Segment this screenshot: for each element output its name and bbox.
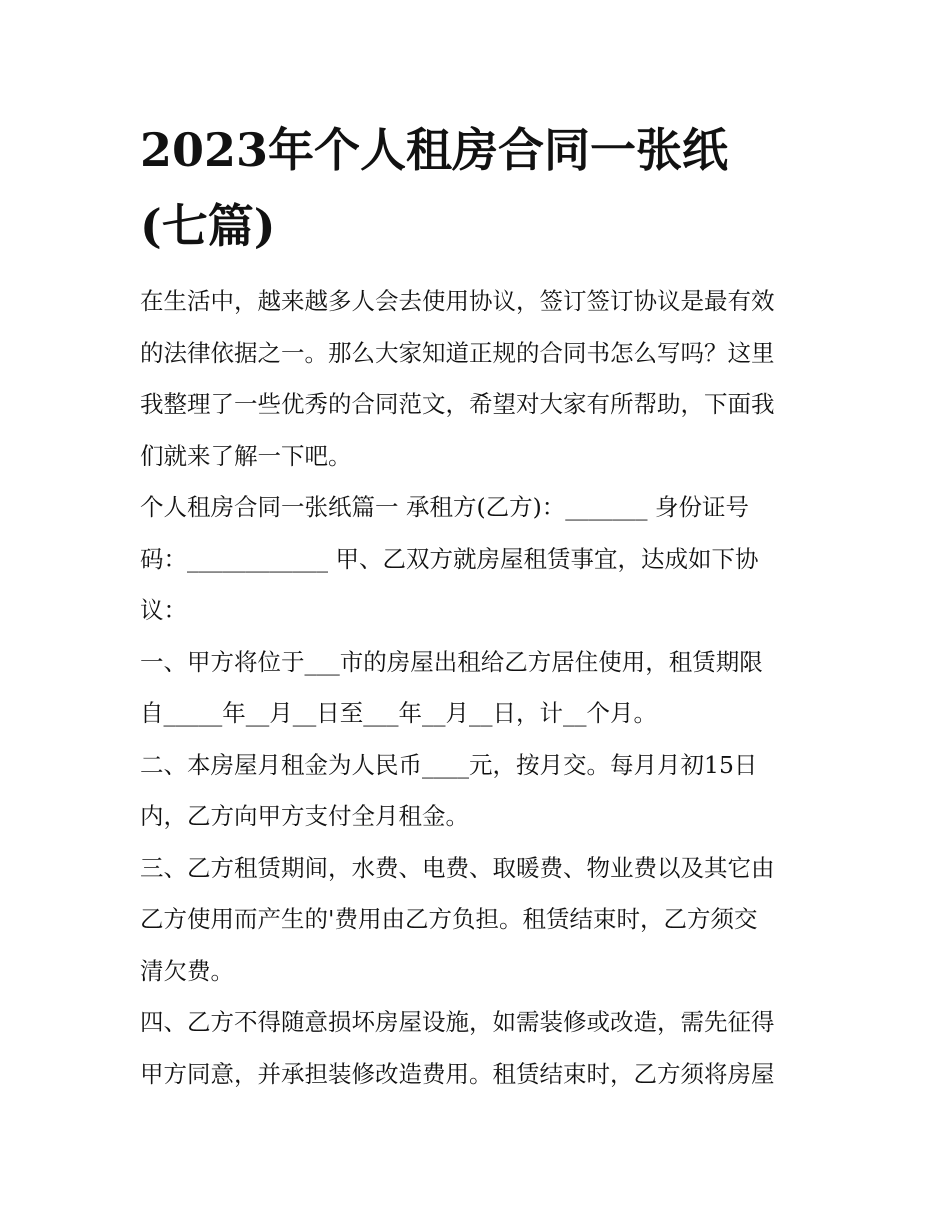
document-body (140, 276, 820, 1100)
text-line: 的法律依据之一。那么大家知道正规的合同书怎么写吗？这里 (140, 338, 775, 367)
text-line: 一、甲方将位于___市的房屋出租给乙方居住使用，租赁期限 (140, 647, 763, 676)
title-line: 2023年个人租房合同一张纸 (140, 123, 729, 177)
clause-3 (140, 843, 820, 998)
text-line: 个人租房合同一张纸篇一 承租方(乙方)：_______ 身份证号 (140, 493, 750, 521)
text-line: 内，乙方向甲方支付全月租金。 (140, 802, 469, 830)
text-line: 议： (140, 596, 187, 624)
text-line: 清欠费。 (140, 956, 234, 985)
contract-heading-paragraph (140, 482, 820, 637)
text-line: 二、本房屋月租金为人民币____元，按月交。每月月初15日 (140, 750, 758, 779)
text-line: 三、乙方租赁期间，水费、电费、取暖费、物业费以及其它由 (140, 853, 775, 882)
text-line: 四、乙方不得随意损坏房屋设施，如需装修或改造，需先征得 (140, 1008, 775, 1036)
text-line: 乙方使用而产生的'费用由乙方负担。租赁结束时，乙方须交 (140, 905, 758, 933)
clause-4 (140, 997, 820, 1100)
text-line: 在生活中，越来越多人会去使用协议，签订签订协议是最有效 (140, 287, 775, 315)
clause-1 (140, 637, 820, 740)
clause-2 (140, 740, 820, 843)
text-line: 自_____年__月__日至___年__月__日，计__个月。 (140, 699, 657, 727)
text-line: 甲方同意，并承担装修改造费用。租赁结束时，乙方须将房屋 (140, 1059, 775, 1088)
text-line: 我整理了一些优秀的合同范文，希望对大家有所帮助，下面我 (140, 390, 775, 418)
document-title (140, 112, 820, 264)
intro-paragraph (140, 276, 820, 482)
text-line: 们就来了解一下吧。 (140, 441, 352, 470)
title-line: (七篇) (140, 199, 276, 253)
text-line: 码：____________ 甲、乙双方就房屋租赁事宜，达成如下协 (140, 544, 759, 573)
